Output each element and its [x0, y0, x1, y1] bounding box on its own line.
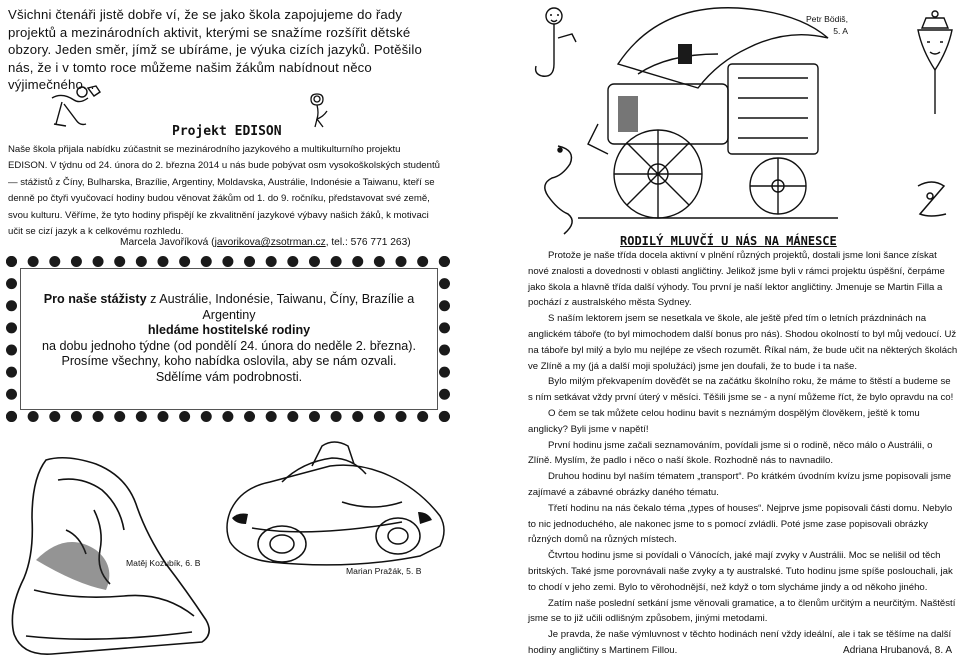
shoe-caption: Matěj Kozubík, 6. B: [126, 558, 201, 568]
intro-paragraph: Všichni čtenáři jistě dobře ví, že se jako škola zapojujeme do řady projektů a mezinárodních aktivit, kterými se snažíme rozšířit dětské obzory. Jeden směr, jímž se ubíráme, je výuka cizích jazyků. Potěšilo nás, že i v tomto roce můžeme našim žákům nabídnout něco výjimečného...: [8, 7, 422, 93]
snake-doodle-icon: [538, 140, 584, 240]
article-paragraph: S naším lektorem jsem se nesetkala ve škole, ale ještě před tím o letních prázdninách na anglickém táboře (to byl mimochodem další bonus pro nás). Shodou okolností to byl můj vedoucí. Už na táboře byl milý a bylo mu nejlépe ze všech rozumět. Říkal nám, že bude učit na některých školách ve Zlíně a my (já a další moji spolužáci) jsme jen doufali, že to bude i ta naše.: [528, 313, 958, 372]
notice-text: [20, 292, 438, 386]
notice-line-2: [20, 323, 438, 339]
notice-line-1-rest: z Austrálie, Indonésie, Taiwanu, Číny, Brazílie a Argentiny: [146, 292, 415, 322]
article-paragraph: Zatím naše poslední setkání jsme věnovali gramatice, a to členům určitým a neurčitým. Naštěstí jsme se to již učili odlišným způsobem, jinými metodami.: [528, 597, 956, 625]
car-caption: Marian Pražák, 5. B: [346, 566, 422, 576]
car-drawing: [222, 432, 452, 582]
train-caption-name: Petr Bödiš,: [805, 14, 848, 24]
article-paragraph: Protože je naše třída docela aktivní v plnění různých projektů, dostali jsme loni šance získat nové znalosti a dovednosti v oblasti angličtiny. Jelikož jsme byli v rámci projektu úspěšní, čerpáme jako škola a hlavně třída další výhody. Tou první je naší lektor angličtiny. Jmenuje se Martin Filla a pochází z australského města Sydney.: [528, 250, 945, 309]
notice-line-1: [20, 292, 438, 323]
notice-line-2-bold: hledáme hostitelské rodiny: [147, 323, 311, 338]
train-caption: [806, 14, 848, 38]
article-paragraph: Čtvrtou hodinu jsme si povídali o Vánocích, jaké mají zvyky v Austrálii. Moc se nelišil od těch britských. Také jsme porovnávali naše zvyky a ty australské. Tuto hodinu jsme spíše poslouchali, jak to chodí v jeho zemi. Bylo to věrohodnější, než když o tom slycháme jindy a od někoho jiného.: [528, 550, 953, 593]
letter-j-doodle-icon: [528, 4, 584, 84]
notice-line-4: Prosíme všechny, koho nabídka oslovila, aby se nám ozvali.: [61, 354, 397, 369]
project-title: Projekt EDISON: [172, 124, 282, 139]
letter-z-doodle-icon: [912, 176, 952, 226]
train-caption-class: 5. A: [833, 25, 848, 36]
train-drawing: [578, 4, 838, 230]
bell-figure-icon: [912, 8, 958, 118]
article-body: [528, 248, 958, 659]
article-paragraph: Třetí hodinu na nás čekalo téma „types of houses“. Nejprve jsme popisovali části domu. Nebylo to nic jednoduchého, ale nakonec jsme to s pomocí zvládli. Poté jsme zase popisovali obrázky různých domů na různých místech.: [528, 502, 953, 546]
article-paragraph: Je pravda, že naše výmluvnost v těchto hodinách není vždy ideální, ale i tak se těšíme na další hodiny angličtiny s Martinem Fillou.: [528, 629, 952, 656]
stick-figure-icon: [48, 84, 108, 132]
contact-email-link[interactable]: javorikova@zsotrman.cz: [214, 237, 326, 248]
article-title: RODILÝ MLUVČÍ U NÁS NA MÁNESCE: [620, 234, 837, 248]
contact-name: Marcela Javoříková (: [120, 237, 215, 248]
notice-line-1-bold: Pro naše stážisty: [43, 292, 147, 306]
project-body: Naše škola přijala nabídku zúčastnit se mezinárodního jazykového a multikulturního projektu EDISON. V týdnu od 24. února do 2. března 2014 u nás bude pobývat osm vysokoškolských studentů — stážistů z Číny, Bulharska, Brazílie, Argentiny, Moldavska, Austrálie, Indonésie a Taiwanu, kteří se denně po čtyři vyučovací hodiny budou věnovat žákům od 1. do 9. ročníku, představovat své země, svou kulturu. Věříme, že tyto hodiny přispějí ke zkvalitnění jazykové výbavy našich žáků, k motivaci učit se cizí jazyk a k celkovému rozhledu.: [8, 144, 440, 238]
shoe-drawing: [6, 440, 216, 660]
article-paragraph: Bylo milým překvapením dověďět se na začátku školního roku, že máme to štěstí a budeme se s ním setkávat vždy první úterý v měsíci. Těšili jsme se - a nyní můžeme říct, že bylo opravdu na co!: [528, 376, 954, 404]
article-signature: Adriana Hrubanová, 8. A: [843, 645, 952, 656]
project-contact: [120, 237, 411, 248]
notice-line-3: na dobu jednoho týdne (od pondělí 24. února do neděle 2. března).: [42, 338, 416, 353]
article-paragraph: Druhou hodinu byl naším tématem „transport“. Po krátkém úvodním kvízu jsme popisovali jsme zajímavé a zábavné obrázky daného tématu.: [528, 471, 952, 498]
article-paragraph: První hodinu jsme začali seznamováním, povídali jsme si o rodině, něco málo o Austrálii, o Zlíně. Myslím, že padlo i něco o naší škole. Rozhodně nás to navnadilo.: [528, 439, 933, 467]
article-paragraph: O čem se tak můžete celou hodinu bavit s neznámým dospělým člověkem, ještě k tomu anglicky? Byli jsme v napětí!: [528, 407, 920, 435]
contact-phone: , tel.: 576 771 263): [325, 237, 411, 248]
notice-line-5: Sdělíme vám podrobnosti.: [155, 369, 303, 384]
flower-doodle-icon: [304, 90, 338, 130]
